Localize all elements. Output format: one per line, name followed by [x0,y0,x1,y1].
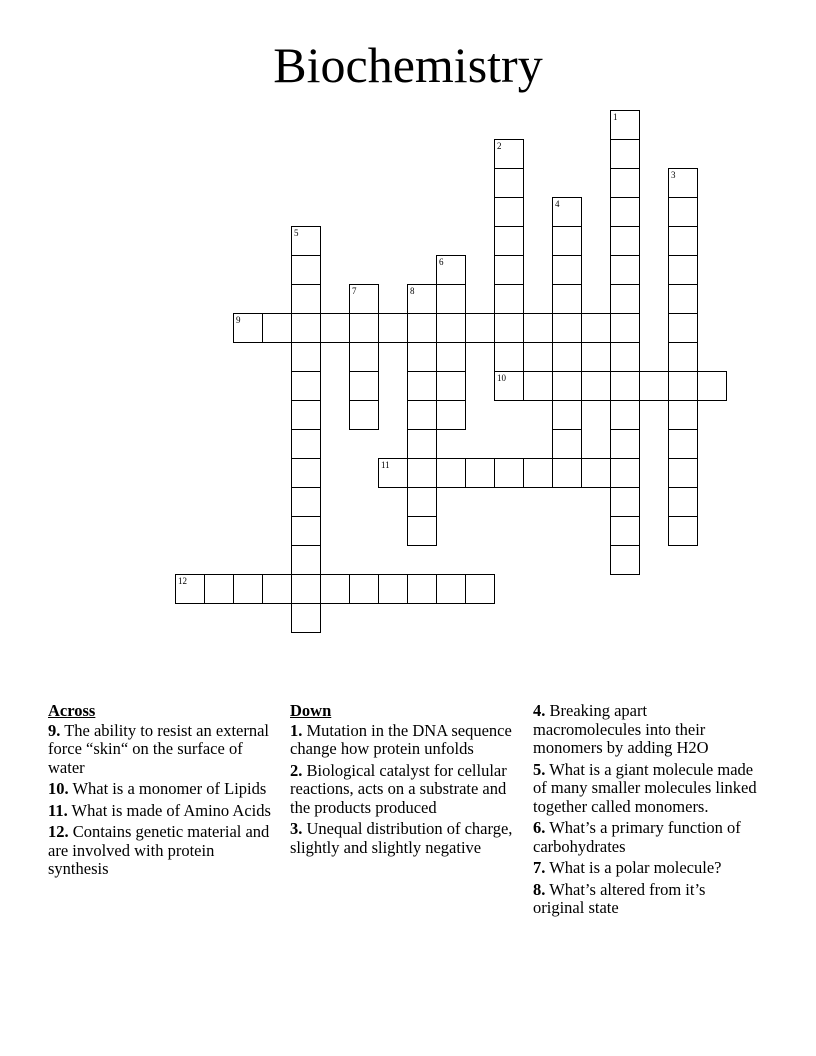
clue-number: 9. [48,720,61,740]
grid-cell[interactable] [494,458,524,488]
grid-cell[interactable] [494,226,524,256]
grid-cell[interactable] [523,458,553,488]
grid-cell[interactable] [610,168,640,198]
grid-cell[interactable] [581,371,611,401]
grid-cell[interactable] [291,284,321,314]
clue-number-label: 2 [497,141,502,151]
clue-text: Contains genetic material and are involved with protein synthesis [48,822,270,878]
clue-text: What’s altered from it’s original state [533,879,706,917]
clue-text: What is a monomer of Lipids [72,779,267,798]
grid-cell[interactable] [378,458,408,488]
grid-cell[interactable] [320,313,350,343]
clue-text: The ability to resist an external force “skin“ on the surface of water [48,720,270,777]
grid-cell[interactable] [552,197,582,227]
grid-cell[interactable] [291,255,321,285]
clue-number: 2. [290,760,303,780]
grid-cell[interactable] [668,313,698,343]
clue-number-label: 4 [555,199,560,209]
grid-cell[interactable] [610,516,640,546]
grid-cell[interactable] [552,255,582,285]
grid-cell[interactable] [668,168,698,198]
grid-cell[interactable] [552,371,582,401]
grid-cell[interactable] [349,574,379,604]
grid-cell[interactable] [494,342,524,372]
grid-cell[interactable] [291,487,321,517]
grid-cell[interactable] [349,342,379,372]
grid-cell[interactable] [320,574,350,604]
grid-cell[interactable] [407,516,437,546]
grid-cell[interactable] [668,400,698,430]
grid-cell[interactable] [378,574,408,604]
grid-cell[interactable] [291,429,321,459]
clue-down-3 [290,820,514,857]
grid-cell[interactable] [552,400,582,430]
grid-cell[interactable] [610,545,640,575]
grid-cell[interactable] [407,342,437,372]
grid-cell[interactable] [349,371,379,401]
clue-number: 5. [533,759,546,779]
clue-number: 8. [533,879,546,899]
grid-cell[interactable] [436,255,466,285]
clue-down-8 [533,881,757,918]
grid-cell[interactable] [175,574,205,604]
grid-cell[interactable] [465,313,495,343]
grid-cell[interactable] [291,400,321,430]
clue-down-7 [533,859,757,878]
grid-cell[interactable] [262,313,292,343]
grid-cell[interactable] [291,226,321,256]
grid-cell[interactable] [291,342,321,372]
clue-text: What’s a primary function of carbohydrates [533,818,741,856]
grid-cell[interactable] [581,458,611,488]
grid-cell[interactable] [610,487,640,517]
grid-cell[interactable] [291,574,321,604]
grid-cell[interactable] [494,255,524,285]
across-clues-column [48,702,272,882]
clue-text: Unequal distribution of charge, slightly and slightly negative [290,819,513,857]
grid-cell[interactable] [610,197,640,227]
clue-number-label: 9 [236,315,241,325]
clue-text: What is a polar molecule? [549,858,722,877]
grid-cell[interactable] [291,313,321,343]
grid-cell[interactable] [552,284,582,314]
grid-cell[interactable] [233,313,263,343]
grid-cell[interactable] [291,371,321,401]
clue-number: 4. [533,701,546,720]
clue-down-4 [533,702,757,758]
clue-text: What is made of Amino Acids [71,800,271,820]
grid-cell[interactable] [407,487,437,517]
grid-cell[interactable] [233,574,263,604]
grid-cell[interactable] [494,284,524,314]
grid-cell[interactable] [494,139,524,169]
grid-cell[interactable] [552,458,582,488]
clue-number-label: 6 [439,257,444,267]
grid-cell[interactable] [291,545,321,575]
grid-cell[interactable] [407,313,437,343]
grid-cell[interactable] [436,342,466,372]
clue-down-2 [290,762,514,818]
clue-down-1 [290,722,514,759]
clue-across-11 [48,802,272,821]
clue-number-label: 7 [352,286,357,296]
grid-cell[interactable] [436,284,466,314]
clue-number-label: 10 [497,373,506,383]
clue-number-label: 3 [671,170,676,180]
clue-text: What is a giant molecule made of many smaller molecules linked together called monomers. [533,759,757,816]
grid-cell[interactable] [494,313,524,343]
grid-cell[interactable] [349,284,379,314]
grid-cell[interactable] [610,284,640,314]
grid-cell[interactable] [291,603,321,633]
grid-cell[interactable] [668,226,698,256]
grid-cell[interactable] [552,429,582,459]
grid-cell[interactable] [349,400,379,430]
grid-cell[interactable] [436,313,466,343]
grid-cell[interactable] [436,371,466,401]
grid-cell[interactable] [610,313,640,343]
clue-number: 10. [48,779,69,798]
grid-cell[interactable] [610,429,640,459]
grid-cell[interactable] [668,371,698,401]
clue-number: 11. [48,800,68,820]
grid-cell[interactable] [668,284,698,314]
clue-number: 12. [48,822,69,841]
grid-cell[interactable] [668,516,698,546]
grid-cell[interactable] [291,458,321,488]
grid-cell[interactable] [407,574,437,604]
clue-text: Biological catalyst for cellular reactions, acts on a substrate and the products produced [290,760,507,817]
grid-cell[interactable] [407,429,437,459]
grid-cell[interactable] [610,458,640,488]
clue-down-6 [533,819,757,856]
clue-number: 3. [290,819,303,838]
grid-cell[interactable] [668,342,698,372]
grid-cell[interactable] [378,313,408,343]
clue-number: 7. [533,858,546,877]
grid-cell[interactable] [552,342,582,372]
puzzle-title: Biochemistry [273,37,543,93]
grid-cell[interactable] [494,168,524,198]
across-heading: Across [48,701,96,720]
grid-cell[interactable] [494,371,524,401]
grid-cell[interactable] [407,458,437,488]
grid-cell[interactable] [639,371,669,401]
down-heading: Down [290,701,332,720]
clue-across-12 [48,823,272,879]
grid-cell[interactable] [610,255,640,285]
clue-number-label: 8 [410,286,415,296]
grid-cell[interactable] [668,197,698,227]
clue-number-label: 11 [381,460,390,470]
clue-number-label: 5 [294,228,299,238]
grid-cell[interactable] [668,429,698,459]
grid-cell[interactable] [436,400,466,430]
grid-cell[interactable] [407,400,437,430]
grid-cell[interactable] [523,371,553,401]
down-clues-column-continued [533,702,757,921]
down-clues-column [290,702,514,860]
grid-cell[interactable] [552,226,582,256]
grid-cell[interactable] [668,487,698,517]
clue-number-label: 12 [178,576,187,586]
grid-cell[interactable] [610,400,640,430]
grid-cell[interactable] [610,110,640,140]
clue-number-label: 1 [613,112,618,122]
grid-cell[interactable] [465,574,495,604]
grid-cell[interactable] [610,139,640,169]
clue-down-5 [533,761,757,817]
grid-cell[interactable] [494,197,524,227]
clue-text: Breaking apart macromolecules into their monomers by adding H2O [533,701,709,757]
clue-text: Mutation in the DNA sequence change how protein unfolds [290,720,512,758]
grid-cell[interactable] [436,574,466,604]
grid-cell[interactable] [581,313,611,343]
grid-cell[interactable] [668,458,698,488]
clue-across-10 [48,780,272,799]
clue-number: 6. [533,818,546,837]
grid-cell[interactable] [610,342,640,372]
grid-cell[interactable] [523,313,553,343]
grid-cell[interactable] [610,371,640,401]
grid-cell[interactable] [291,516,321,546]
grid-cell[interactable] [697,371,727,401]
clue-number: 1. [290,720,303,740]
grid-cell[interactable] [407,284,437,314]
grid-cell[interactable] [436,458,466,488]
grid-cell[interactable] [262,574,292,604]
grid-cell[interactable] [204,574,234,604]
clue-across-9 [48,722,272,778]
grid-cell[interactable] [552,313,582,343]
grid-cell[interactable] [407,371,437,401]
grid-cell[interactable] [465,458,495,488]
grid-cell[interactable] [668,255,698,285]
grid-cell[interactable] [610,226,640,256]
grid-cell[interactable] [349,313,379,343]
